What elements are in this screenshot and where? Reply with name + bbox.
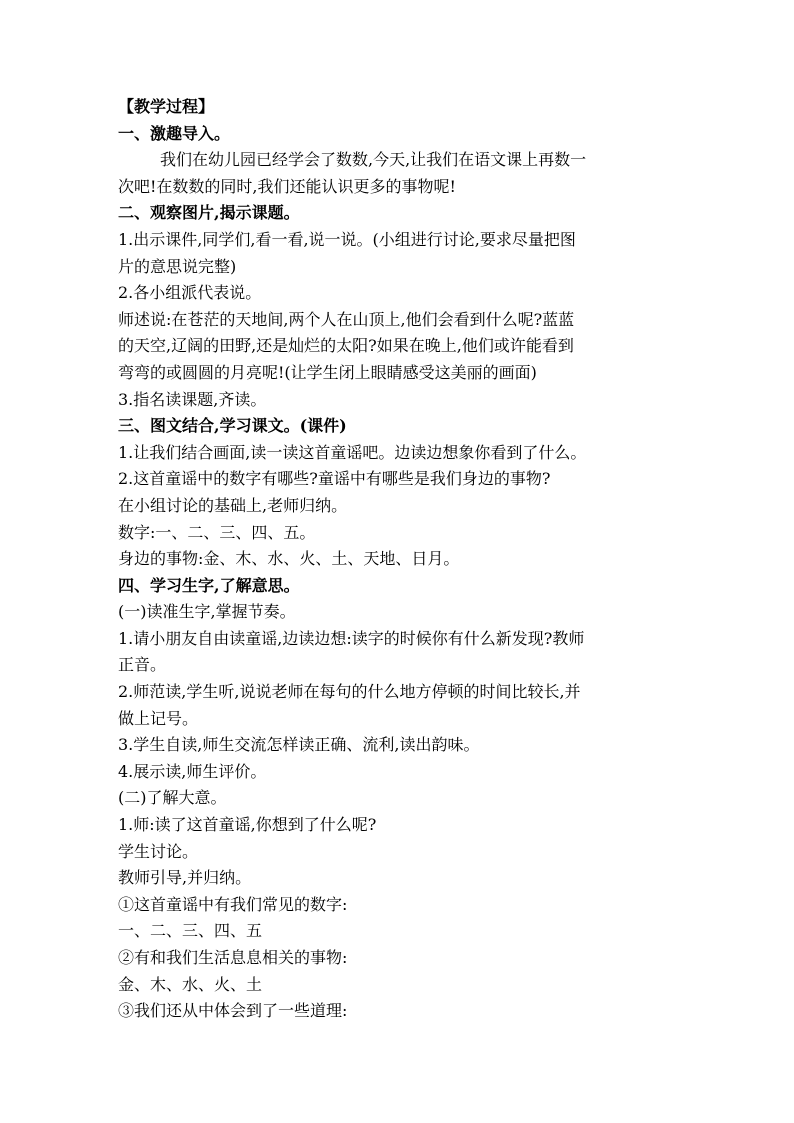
section-heading: 【教学过程】 [118, 97, 215, 116]
section-heading: 三、图文结合,学习课文。(课件) [118, 416, 347, 436]
paragraph-line: 3.指名读课题,齐读。 [118, 389, 267, 409]
paragraph-line: (二)了解大意。 [118, 788, 227, 808]
paragraph-line: 正音。 [118, 655, 167, 675]
section-heading: 一、激趣导入。 [118, 123, 231, 143]
paragraph-line: 1.请小朋友自由读童谣,边读边想:读字的时候你有什么新发现?教师 [118, 628, 585, 648]
paragraph-line: (一)读准生字,掌握节奏。 [118, 602, 296, 622]
paragraph-line: 的天空,辽阔的田野,还是灿烂的太阳?如果在晚上,他们或许能看到 [118, 336, 574, 356]
paragraph-line: 次吧!在数数的同时,我们还能认识更多的事物呢! [118, 176, 456, 196]
section-heading: 四、学习生字,了解意思。 [118, 575, 300, 595]
paragraph-line: 学生讨论。 [118, 841, 199, 861]
section-heading: 二、观察图片,揭示课题。 [118, 203, 300, 223]
paragraph-line: 3.学生自读,师生交流怎样读正确、流利,读出韵味。 [118, 735, 480, 755]
paragraph-line: 弯弯的或圆圆的月亮呢!(让学生闭上眼睛感受这美丽的画面) [118, 362, 537, 382]
paragraph-line: 做上记号。 [118, 708, 199, 728]
paragraph-line: 我们在幼儿园已经学会了数数,今天,让我们在语文课上再数一 [160, 150, 587, 170]
paragraph-line: 2.师范读,学生听,说说老师在每句的什么地方停顿的时间比较长,并 [118, 682, 581, 702]
paragraph-line: 2.这首童谣中的数字有哪些?童谣中有哪些是我们身边的事物? [118, 469, 551, 489]
paragraph-line: 2.各小组派代表说。 [118, 283, 262, 303]
paragraph-line: ①这首童谣中有我们常见的数字: [118, 894, 348, 914]
paragraph-line: 4.展示读,师生评价。 [118, 761, 267, 781]
paragraph-line: 在小组讨论的基础上,老师归纳。 [118, 495, 348, 515]
paragraph-line: 金、木、水、火、土 [118, 974, 263, 994]
lesson-plan-body [118, 94, 678, 1025]
paragraph-line: 数字:一、二、三、四、五。 [118, 522, 316, 542]
paragraph-line: 1.出示课件,同学们,看一看,说一说。(小组进行讨论,要求尽量把图 [118, 229, 576, 249]
paragraph-line: ③我们还从中体会到了一些道理: [118, 1001, 348, 1021]
paragraph-line: 教师引导,并归纳。 [118, 868, 252, 888]
paragraph-line: 一、二、三、四、五 [118, 921, 263, 941]
paragraph-line: 1.师:读了这首童谣,你想到了什么呢? [118, 815, 377, 835]
paragraph-line: 1.让我们结合画面,读一读这首童谣吧。边读边想象你看到了什么。 [118, 442, 587, 462]
paragraph-line: ②有和我们生活息息相关的事物: [118, 948, 348, 967]
paragraph-line: 身边的事物:金、木、水、火、土、天地、日月。 [118, 549, 460, 569]
paragraph-line: 师述说:在苍茫的天地间,两个人在山顶上,他们会看到什么呢?蓝蓝 [118, 309, 575, 329]
paragraph-line: 片的意思说完整) [118, 256, 237, 276]
